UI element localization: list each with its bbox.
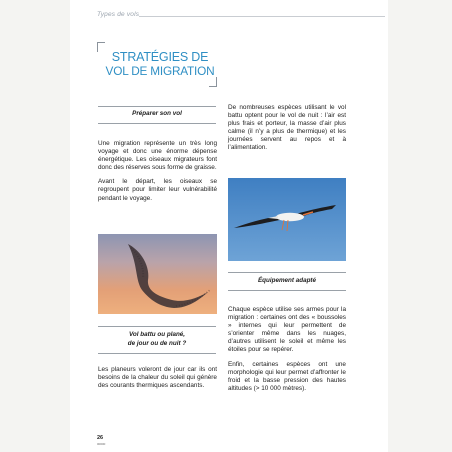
subheading-rule-top — [228, 272, 346, 273]
column-right-text-2 — [228, 306, 346, 399]
subheading-rule-bottom — [228, 290, 346, 291]
header-rule — [139, 16, 385, 17]
page-number: 26 — [97, 435, 104, 441]
subheading-vol-battu — [98, 330, 216, 348]
photo-bird-flock — [98, 234, 217, 314]
title-frame-corner-bottom-right — [209, 77, 217, 87]
subheading-rule-bottom — [98, 353, 216, 354]
subheading-equipement: Équipement adapté — [257, 277, 317, 284]
subheading-line: de jour ou de nuit ? — [127, 340, 187, 347]
page-code: 00000 — [97, 442, 106, 446]
subheading-rule-top — [98, 106, 216, 107]
subheading-preparer: Préparer son vol — [132, 110, 182, 117]
paragraph: Les planeurs voleront de jour car ils ont besoins de la chaleur du soleil qui génère des courants thermiques ascendants. — [98, 366, 217, 390]
title-line-1: STRATÉGIES DE — [111, 50, 209, 64]
column-left-text-2 — [98, 366, 217, 396]
paragraph: De nombreuses espèces utilisant le vol battu optent pour le vol de nuit : l’air est plus frais et porteur, la masse d’air plus calme (il n’y a plus de thermique) et les journées servent au repos et à l’alimentation. — [228, 104, 346, 152]
column-left-text — [98, 140, 217, 209]
running-head: Types de vols — [97, 11, 140, 18]
photo-stork-flying — [228, 178, 346, 261]
paragraph: Chaque espèce utilise ses armes pour la migration : certaines ont des « boussoles » internes qui leur permettent de s’orienter même dans les nuages, d’autres utilisent le soleil et même les étoiles pour se repérer. — [228, 306, 346, 354]
page-title — [101, 50, 219, 78]
paragraph: Enfin, certaines espèces ont une morphologie qui leur permet d’affronter le froid et la basse pression des hautes altitudes (> 10 000 mètres). — [228, 360, 346, 392]
stork-image — [228, 178, 346, 261]
subheading-line: Vol battu ou plané, — [128, 331, 186, 338]
paragraph: Avant le départ, les oiseaux se regroupent pour limiter leur vulnérabilité pendant le voyage. — [98, 178, 217, 202]
subheading-rule-top — [98, 326, 216, 327]
bird-flock-image — [98, 234, 217, 314]
subheading-rule-bottom — [98, 123, 216, 124]
paragraph: Une migration représente un très long voyage et donc une énorme dépense énergétique. Les oiseaux migrateurs font donc des réserves sous forme de graisse. — [98, 140, 217, 172]
title-line-2: VOL DE MIGRATION — [105, 64, 215, 78]
column-right-text — [228, 104, 346, 159]
